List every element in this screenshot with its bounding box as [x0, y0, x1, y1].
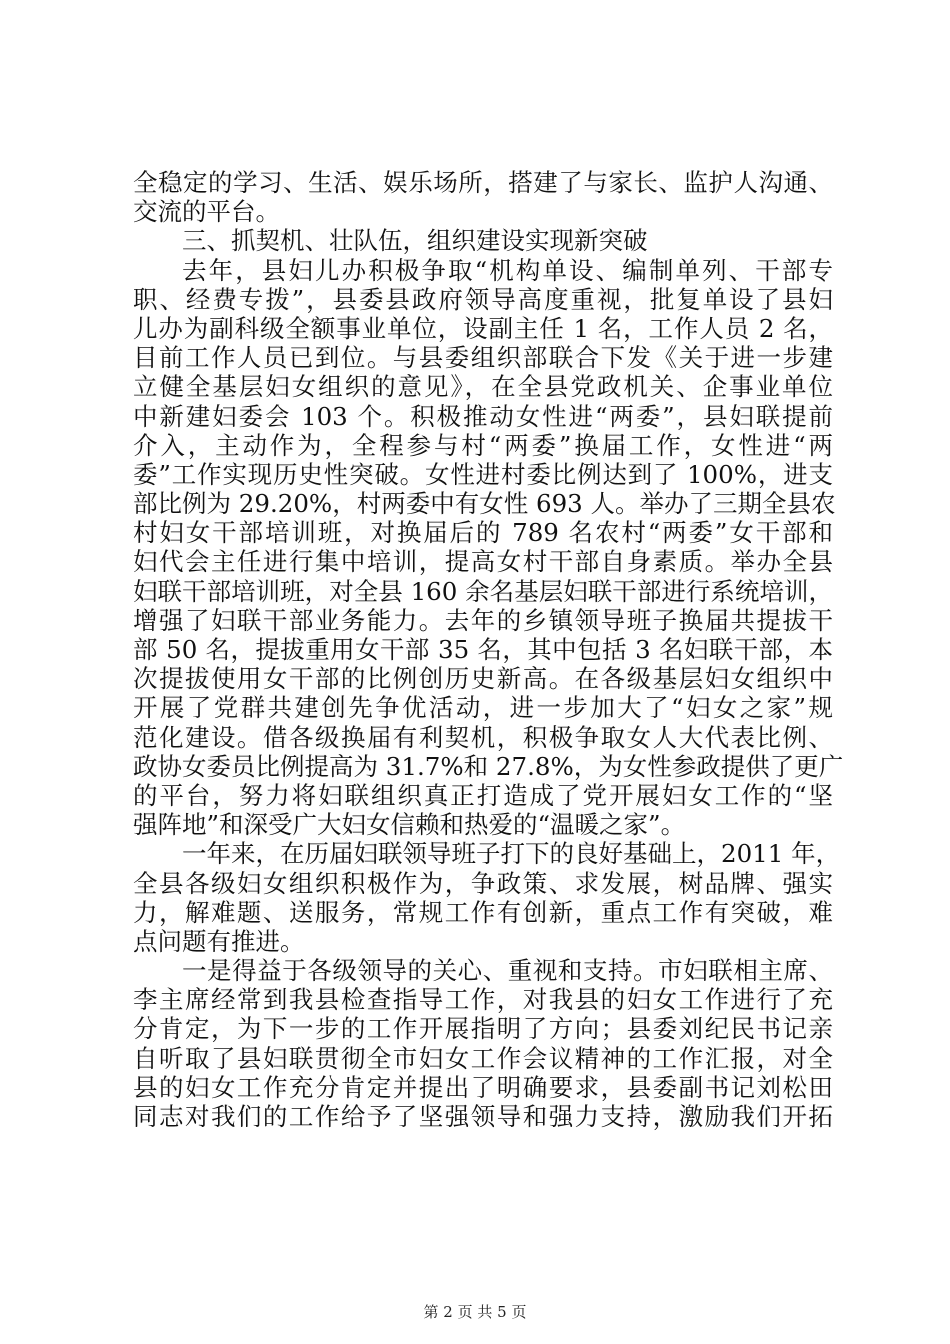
text-line: 点问题有推进。	[133, 926, 305, 956]
text-line: 介入，主动作为，全程参与村“两委”换届工作，女性进“两	[133, 430, 833, 460]
text-line: 部比例为 29.20%，村两委中有女性 693 人。举办了三期全县农	[133, 489, 836, 519]
text-line: 职、经费专拨”，县委县政府领导高度重视，批复单设了县妇	[133, 284, 833, 314]
text-line: 分肯定，为下一步的工作开展指明了方向；县委刘纪民书记亲	[133, 1014, 833, 1044]
text-line: 中新建妇委会 103 个。积极推动女性进“两委”，县妇联提前	[133, 401, 833, 431]
text-line: 儿办为副科级全额事业单位，设副主任 1 名，工作人员 2 名，	[133, 313, 833, 343]
text-line: 全稳定的学习、生活、娱乐场所，搭建了与家长、监护人沟通、	[133, 168, 833, 197]
text-line: 目前工作人员已到位。与县委组织部联合下发《关于进一步建	[133, 343, 833, 373]
text-line: 李主席经常到我县检查指导工作，对我县的妇女工作进行了充	[133, 985, 833, 1015]
text-line: 去年，县妇儿办积极争取“机构单设、编制单列、干部专	[182, 255, 833, 285]
section-heading: 三、抓契机、壮队伍，组织建设实现新突破	[182, 226, 648, 256]
text-line: 全县各级妇女组织积极作为，争政策、求发展，树品牌、强实	[133, 868, 833, 898]
text-line: 增强了妇联干部业务能力。去年的乡镇领导班子换届共提拔干	[133, 605, 833, 635]
document-body	[133, 168, 844, 1131]
text-line: 范化建设。借各级换届有利契机，积极争取女人大代表比例、	[133, 722, 833, 752]
text-line: 委”工作实现历史性突破。女性进村委比例达到了 100%，进支	[133, 459, 833, 489]
text-line: 开展了党群共建创先争优活动，进一步加大了“妇女之家”规	[133, 693, 833, 723]
text-line: 村妇女干部培训班，对换届后的 789 名农村“两委”女干部和	[133, 518, 833, 548]
text-line: 同志对我们的工作给予了坚强领导和强力支持，激励我们开拓	[133, 1102, 833, 1131]
page-number-footer: 第 2 页 共 5 页	[423, 1303, 527, 1321]
text-line: 部 50 名，提拔重用女干部 35 名，其中包括 3 名妇联干部，本	[133, 635, 833, 664]
text-line: 政协女委员比例提高为 31.7%和 27.8%，为女性参政提供了更广	[133, 751, 844, 781]
text-line: 一年来，在历届妇联领导班子打下的良好基础上，2011 年，	[182, 839, 841, 869]
text-line: 自听取了县妇联贯彻全市妇女工作会议精神的工作汇报，对全	[133, 1043, 833, 1073]
text-line: 强阵地”和深受广大妇女信赖和热爱的“温暖之家”。	[133, 810, 686, 840]
text-line: 交流的平台。	[133, 197, 280, 227]
text-line: 次提拔使用女干部的比例创历史新高。在各级基层妇女组织中	[133, 664, 833, 694]
text-line: 立健全基层妇女组织的意见》，在全县党政机关、企事业单位	[133, 372, 833, 402]
text-line: 县的妇女工作充分肯定并提出了明确要求，县委副书记刘松田	[133, 1072, 833, 1102]
text-line: 力，解难题、送服务，常规工作有创新，重点工作有突破，难	[133, 897, 833, 927]
text-line: 妇联干部培训班，对全县 160 余名基层妇联干部进行系统培训，	[133, 576, 833, 606]
text-line: 一是得益于各级领导的关心、重视和支持。市妇联相主席、	[182, 956, 833, 986]
text-line: 妇代会主任进行集中培训，提高女村干部自身素质。举办全县	[133, 547, 833, 577]
text-line: 的平台，努力将妇联组织真正打造成了党开展妇女工作的“坚	[133, 780, 833, 810]
